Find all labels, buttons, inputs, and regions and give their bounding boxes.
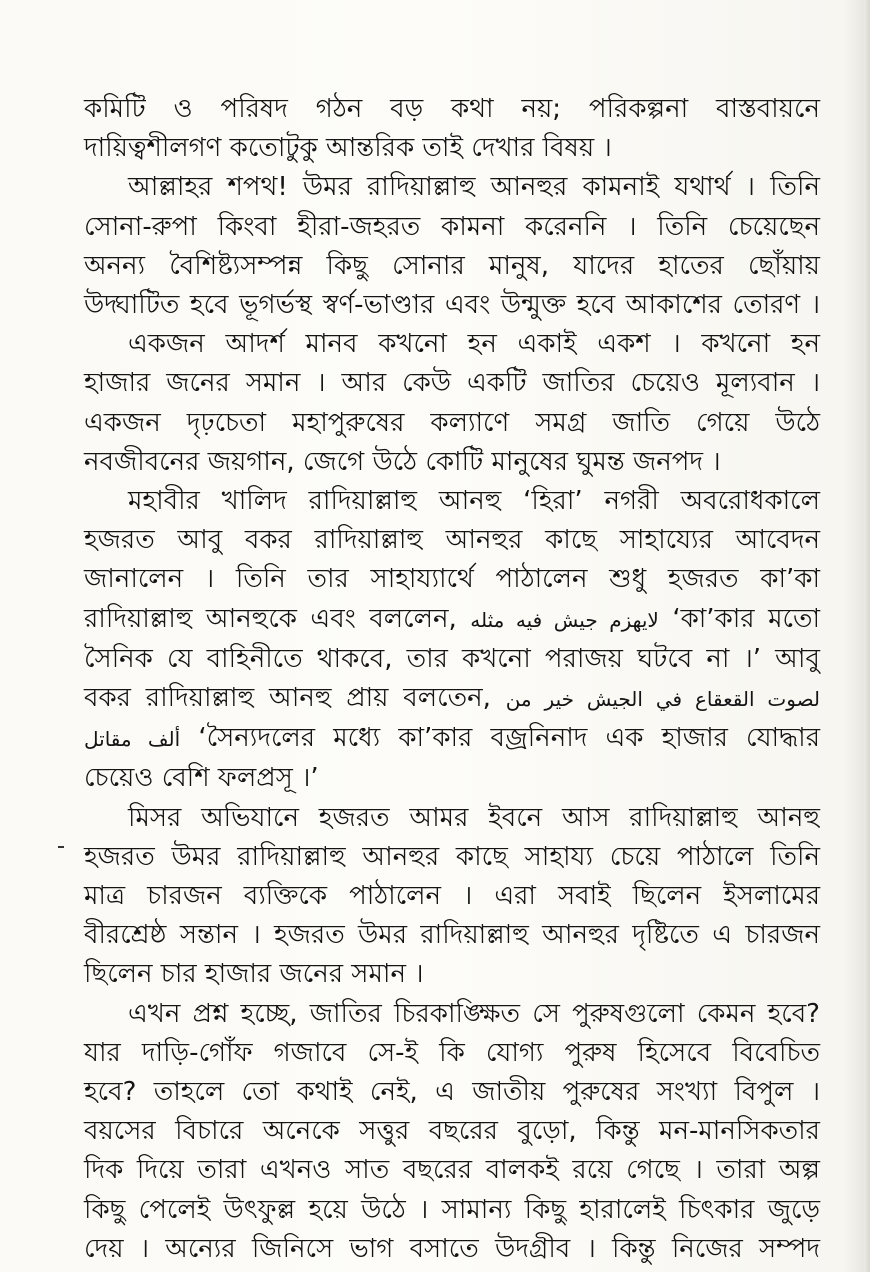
paragraph-3 [84, 325, 820, 482]
text-line: মাত্র চারজন ব্যক্তিকে পাঠালেন । এরা সবাই ছিলেন ইসলামের [84, 881, 820, 912]
text-segment: রাদিয়াল্লাহু আনহুকে এবং বললেন, [84, 603, 457, 634]
text-line: নবজীবনের জয়গান, জেগে উঠে কোটি মানুষের ঘুমন্ত জনপদ । [84, 446, 721, 477]
text-line: হজরত উমর রাদিয়াল্লাহু আনহুর কাছে সাহায্য চেয়ে পাঠালে তিনি [84, 841, 820, 872]
page-body-text [84, 90, 820, 1269]
text-segment: ‘সৈন্যদলের মধ্যে কা’কার বজ্রনিনাদ এক হাজার যোদ্ধার [198, 723, 820, 754]
text-line: মহাবীর খালিদ রাদিয়াল্লাহু আনহু ‘হিরা’ নগরী অবরোধকালে [128, 486, 820, 517]
text-line: বীরশ্রেষ্ঠ সন্তান । হজরত উমর রাদিয়াল্লাহু আনহুর দৃষ্টিতে এ চারজন [84, 920, 820, 951]
margin-mark [58, 846, 64, 848]
arabic-quote: ألف مقاتل [84, 727, 181, 752]
text-line: উদ্ঘাটিত হবে ভূগর্ভস্থ স্বর্ণ-ভাণ্ডার এবং উন্মুক্ত হবে আকাশের তোরণ । [84, 290, 820, 321]
text-line: হাজার জনের সমান । আর কেউ একটি জাতির চেয়েও মূল্যবান । [84, 368, 820, 399]
text-line: একজন দৃঢ়চেতা মহাপুরুষের কল্যাণে সমগ্র জাতি গেয়ে উঠে [84, 407, 820, 438]
text-line: হজরত আবু বকর রাদিয়াল্লাহু আনহুর কাছে সাহায্যের আবেদন [84, 525, 820, 556]
text-segment: বকর রাদিয়াল্লাহু আনহু প্রায় বলতেন, [84, 683, 491, 714]
paragraph-6 [84, 995, 820, 1269]
arabic-quote: لايهزم جيش فيه مثله [470, 607, 659, 632]
paragraph-2 [84, 168, 820, 325]
text-line: যার দাড়ি-গোঁফ গজাবে সে-ই কি যোগ্য পুরুষ হিসেবে বিবেচিত [84, 1037, 820, 1068]
text-line: হবে? তাহলে তো কথাই নেই, এ জাতীয় পুরুষের সংখ্যা বিপুল । [84, 1077, 820, 1108]
text-line-with-arabic [84, 719, 820, 759]
text-line: দিক দিয়ে তারা এখনও সাত বছরের বালকই রয়ে গেছে । তারা অল্প [84, 1155, 820, 1186]
text-line: মিসর অভিযানে হজরত আমর ইবনে আস রাদিয়াল্লাহু আনহু [128, 802, 820, 833]
text-line-with-arabic [84, 679, 820, 719]
text-line: চেয়েও বেশি ফলপ্রসূ ।’ [84, 763, 319, 794]
text-line: ছিলেন চার হাজার জনের সমান । [84, 959, 424, 990]
text-line: দায়িত্বশীলগণ কতোটুকু আন্তরিক তাই দেখার বিষয় । [84, 133, 612, 164]
text-line: কমিটি ও পরিষদ গঠন বড় কথা নয়; পরিকল্পনা বাস্তবায়নে [84, 94, 820, 124]
paragraph-1 [84, 90, 820, 168]
text-line: বয়সের বিচারে অনেকে সত্তুর বছরের বুড়ো, কিন্তু মন-মানসিকতার [84, 1116, 820, 1147]
text-line: কিছু পেলেই উৎফুল্ল হয়ে উঠে । সামান্য কিছু হারালেই চিৎকার জুড়ে [84, 1194, 820, 1225]
text-line: সোনা-রুপা কিংবা হীরা-জহরত কামনা করেননি । তিনি চেয়েছেন [84, 211, 820, 242]
paragraph-5 [84, 799, 820, 995]
text-line: জানালেন । তিনি তার সাহায্যার্থে পাঠালেন শুধু হজরত কা’কা [84, 564, 820, 595]
paragraph-4 [84, 482, 820, 799]
text-line: একজন আদর্শ মানব কখনো হন একাই একশ । কখনো হন [128, 329, 820, 360]
page-edge-shadow [864, 0, 870, 1272]
arabic-quote: لصوت القعقاع في الجيش خير من [505, 687, 821, 712]
text-line: অনন্য বৈশিষ্ট্যসম্পন্ন কিছু সোনার মানুষ, যাদের হাতের ছোঁয়ায় [84, 250, 820, 281]
text-segment: ‘কা’কার মতো [672, 603, 820, 634]
text-line: আল্লাহর শপথ! উমর রাদিয়াল্লাহু আনহুর কামনাই যথার্থ । তিনি [128, 172, 820, 203]
text-line: সৈনিক যে বাহিনীতে থাকবে, তার কখনো পরাজয় ঘটবে না ।’ আবু [84, 643, 820, 674]
text-line-with-arabic [84, 600, 820, 640]
text-line: দেয় । অন্যের জিনিসে ভাগ বসাতে উদগ্রীব । কিন্তু নিজের সম্পদ [84, 1233, 820, 1264]
text-line: এখন প্রশ্ন হচ্ছে, জাতির চিরকাঙ্ক্ষিত সে পুরুষগুলো কেমন হবে? [128, 998, 820, 1029]
